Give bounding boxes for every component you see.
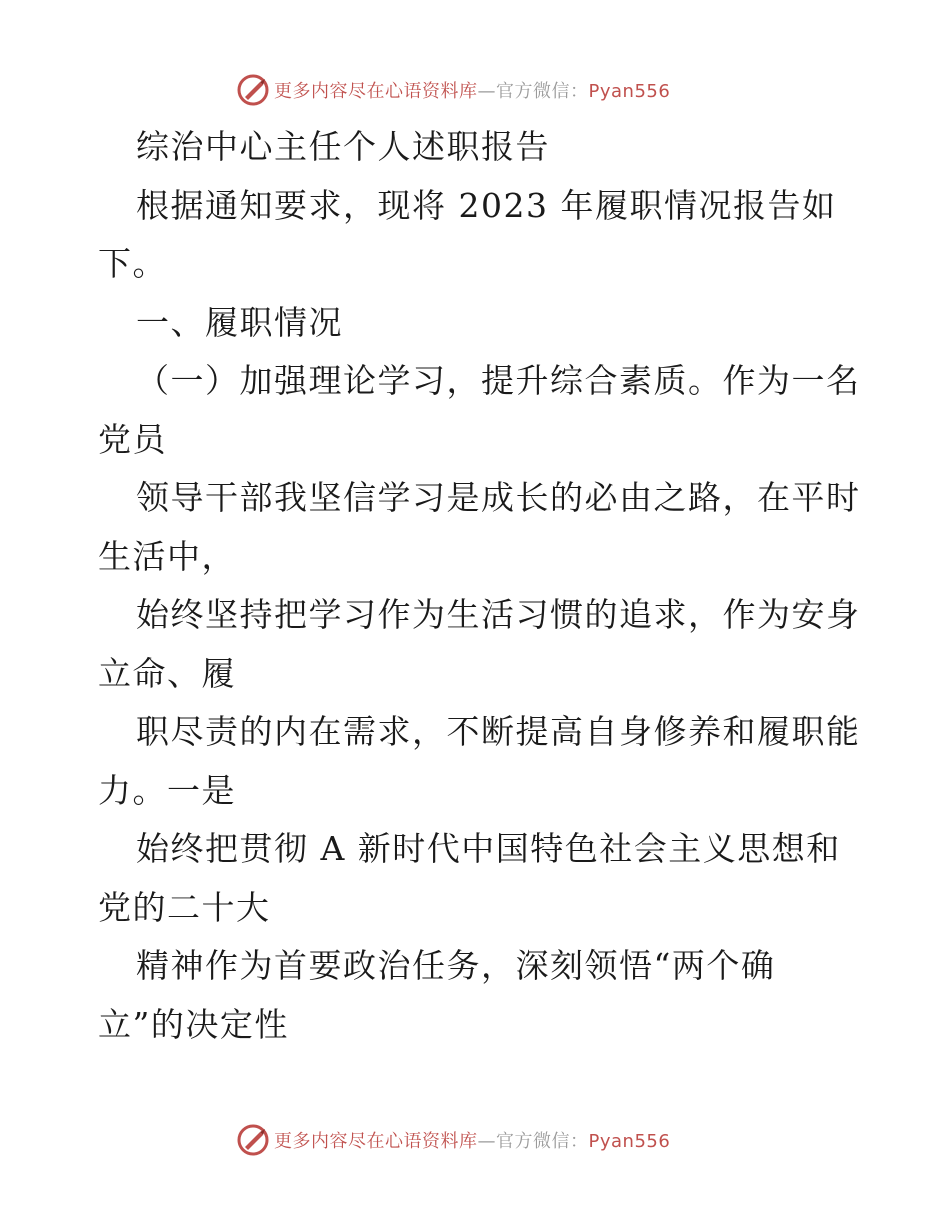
document-line: 综治中心主任个人述职报告 [136, 127, 550, 166]
banner-wechat-id: Pyan556 [588, 81, 671, 102]
document-line: 始终坚持把学习作为生活习惯的追求，作为安身 [136, 595, 861, 634]
footer-banner [236, 1122, 670, 1158]
document-line: 根据通知要求，现将 2023 年履职情况报告如 [136, 185, 837, 225]
document-line: 职尽责的内在需求，不断提高自身修养和履职能 [136, 712, 861, 751]
banner-site-text: 更多内容尽在心语资料库 [274, 81, 478, 102]
document-line: 一、履职情况 [136, 302, 343, 342]
document-line: 党员 [98, 419, 167, 459]
banner-wechat-label: —官方微信： [477, 1131, 589, 1152]
document-line: 下。 [98, 244, 167, 283]
document-line: 始终把贯彻 A 新时代中国特色社会主义思想和 [136, 829, 841, 868]
banner-wechat-label: —官方微信： [477, 81, 589, 102]
document-body [98, 118, 861, 1054]
document-line: 领导干部我坚信学习是成长的必由之路，在平时 [136, 478, 861, 517]
document-line: 精神作为首要政治任务，深刻领悟“两个确 [136, 946, 776, 985]
banner-wechat-id: Pyan556 [588, 1131, 671, 1152]
document-line: 立命、履 [98, 653, 236, 693]
banner-site-text: 更多内容尽在心语资料库 [274, 1131, 478, 1152]
quill-pen-logo-icon [236, 73, 270, 107]
document-line: （一）加强理论学习，提升综合素质。作为一名 [136, 361, 861, 400]
document-line: 力。一是 [98, 770, 236, 810]
document-line: 党的二十大 [98, 887, 271, 927]
quill-pen-logo-icon [236, 1123, 270, 1157]
document-line: 生活中， [98, 536, 236, 576]
header-banner [236, 72, 670, 108]
document-line: 立”的决定性 [98, 1004, 289, 1044]
